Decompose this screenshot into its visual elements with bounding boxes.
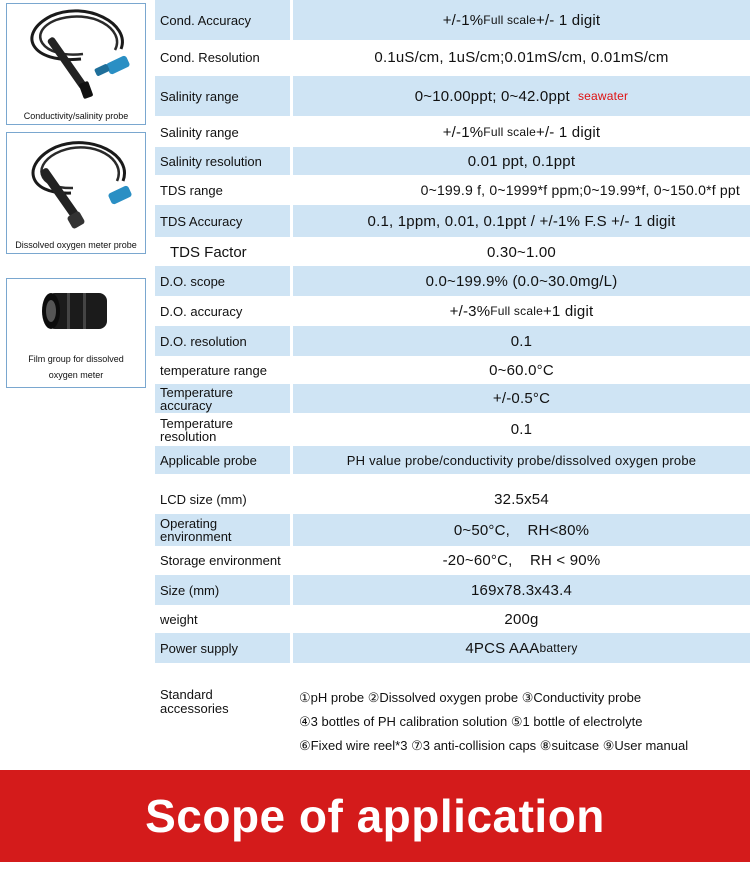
- spec-label: Cond. Resolution: [155, 40, 290, 75]
- spec-label: Salinity resolution: [155, 147, 290, 175]
- spec-row-temp-resolution: [155, 413, 750, 446]
- spec-label: Applicable probe: [155, 446, 290, 474]
- spec-row-size: [155, 575, 750, 605]
- spec-label: D.O. scope: [155, 266, 290, 296]
- spec-label: TDS Accuracy: [155, 205, 290, 237]
- accessories-line: ④3 bottles of PH calibration solution ⑤1 bottle of electrolyte: [299, 714, 643, 729]
- spec-label: Salinity range: [155, 117, 290, 147]
- spec-row-cond-resolution: [155, 40, 750, 75]
- spec-row-lcd-size: [155, 485, 750, 513]
- spec-row-tds-range: [155, 175, 750, 205]
- spec-value: +/-0.5°C: [293, 384, 750, 413]
- spec-label: TDS Factor: [155, 238, 290, 266]
- spec-value: 0~199.9 f, 0~1999*f ppm;0~19.99*f, 0~150.0*f ppt: [293, 175, 750, 205]
- spec-value: 0.1: [293, 326, 750, 356]
- spec-value: 0.01 ppt, 0.1ppt: [293, 147, 750, 175]
- spec-value: 0.0~199.9% (0.0~30.0mg/L): [293, 266, 750, 296]
- spec-row-salinity-resolution: [155, 147, 750, 175]
- spec-value: 200g: [293, 605, 750, 633]
- spec-row-do-scope: [155, 266, 750, 296]
- spec-label: Salinity range: [155, 76, 290, 116]
- spec-value: 4PCS AAA battery: [293, 633, 750, 663]
- spec-label: D.O. accuracy: [155, 296, 290, 326]
- spec-row-weight: [155, 605, 750, 633]
- spec-value: 0~50°C, RH<80%: [293, 514, 750, 546]
- spec-row-tds-accuracy: [155, 205, 750, 237]
- conductivity-probe-icon: [11, 4, 141, 104]
- spec-value: 0.1uS/cm, 1uS/cm;0.01mS/cm, 0.01mS/cm: [293, 40, 750, 75]
- spec-row-do-accuracy: [155, 296, 750, 326]
- spec-value: -20~60°C, RH < 90%: [293, 546, 750, 574]
- spec-row-operating-env: [155, 514, 750, 546]
- probe-card-caption: Film group for dissolved: [28, 354, 124, 364]
- spec-value: 0~60.0°C: [293, 356, 750, 384]
- spec-value: 0.1: [293, 413, 750, 446]
- spec-value: +/-1% Full scale +/- 1 digit: [293, 0, 750, 40]
- spec-label: Size (mm): [155, 575, 290, 605]
- spec-row-power: [155, 633, 750, 663]
- spec-row-salinity-range: [155, 76, 750, 116]
- probe-card-membrane: [6, 278, 146, 388]
- spec-row-storage-env: [155, 546, 750, 574]
- spec-label: Operating environment: [155, 514, 290, 546]
- seawater-note: seawater: [577, 89, 629, 103]
- do-probe-icon: [11, 133, 141, 233]
- probe-card-caption: Dissolved oxygen meter probe: [15, 240, 137, 250]
- spec-label: LCD size (mm): [155, 485, 290, 513]
- spec-label: Storage environment: [155, 546, 290, 574]
- scope-banner: [0, 770, 750, 862]
- spec-label: Power supply: [155, 633, 290, 663]
- spec-row-temp-accuracy: [155, 384, 750, 413]
- spec-value: 0~10.00ppt; 0~42.0ppt seawater: [293, 76, 750, 116]
- accessories-line: ①pH probe ②Dissolved oxygen probe ③Conductivity probe: [299, 690, 642, 705]
- probe-card-caption: oxygen meter: [48, 370, 104, 380]
- spec-label: D.O. resolution: [155, 326, 290, 356]
- spec-value: PH value probe/conductivity probe/dissolved oxygen probe: [293, 446, 750, 474]
- spec-row-tds-factor: [155, 238, 750, 266]
- spec-value: 169x78.3x43.4: [293, 575, 750, 605]
- spec-row-do-resolution: [155, 326, 750, 356]
- spec-row-cond-accuracy: [155, 0, 750, 40]
- spec-label: weight: [155, 605, 290, 633]
- spec-label: Temperature accuracy: [155, 384, 290, 413]
- spec-label: TDS range: [155, 175, 290, 205]
- spec-label: Temperature resolution: [155, 413, 290, 446]
- spec-value: 0.1, 1ppm, 0.01, 0.1ppt / +/-1% F.S +/- 1 digit: [293, 205, 750, 237]
- spec-label: temperature range: [155, 356, 290, 384]
- probe-card-conductivity: [6, 3, 146, 125]
- spec-value: 0.30~1.00: [293, 238, 750, 266]
- accessories-label: Standard accessories: [160, 687, 229, 716]
- spec-label: Cond. Accuracy: [155, 0, 290, 40]
- spec-row-applicable-probe: [155, 446, 750, 474]
- spec-row-salinity-accuracy: [155, 117, 750, 147]
- banner-title: Scope of application: [145, 790, 605, 842]
- spec-value: +/-3% Full scale +1 digit: [293, 296, 750, 326]
- spec-value: 32.5x54: [293, 485, 750, 513]
- probe-card-caption: Conductivity/salinity probe: [23, 111, 129, 121]
- accessories-line: ⑥Fixed wire reel*3 ⑦3 anti-collision caps ⑧suitcase ⑨User manual: [299, 738, 689, 753]
- probe-card-do: [6, 132, 146, 254]
- spec-value: +/-1% Full scale +/- 1 digit: [293, 117, 750, 147]
- spec-row-temp-range: [155, 356, 750, 384]
- membrane-cap-icon: [11, 279, 141, 343]
